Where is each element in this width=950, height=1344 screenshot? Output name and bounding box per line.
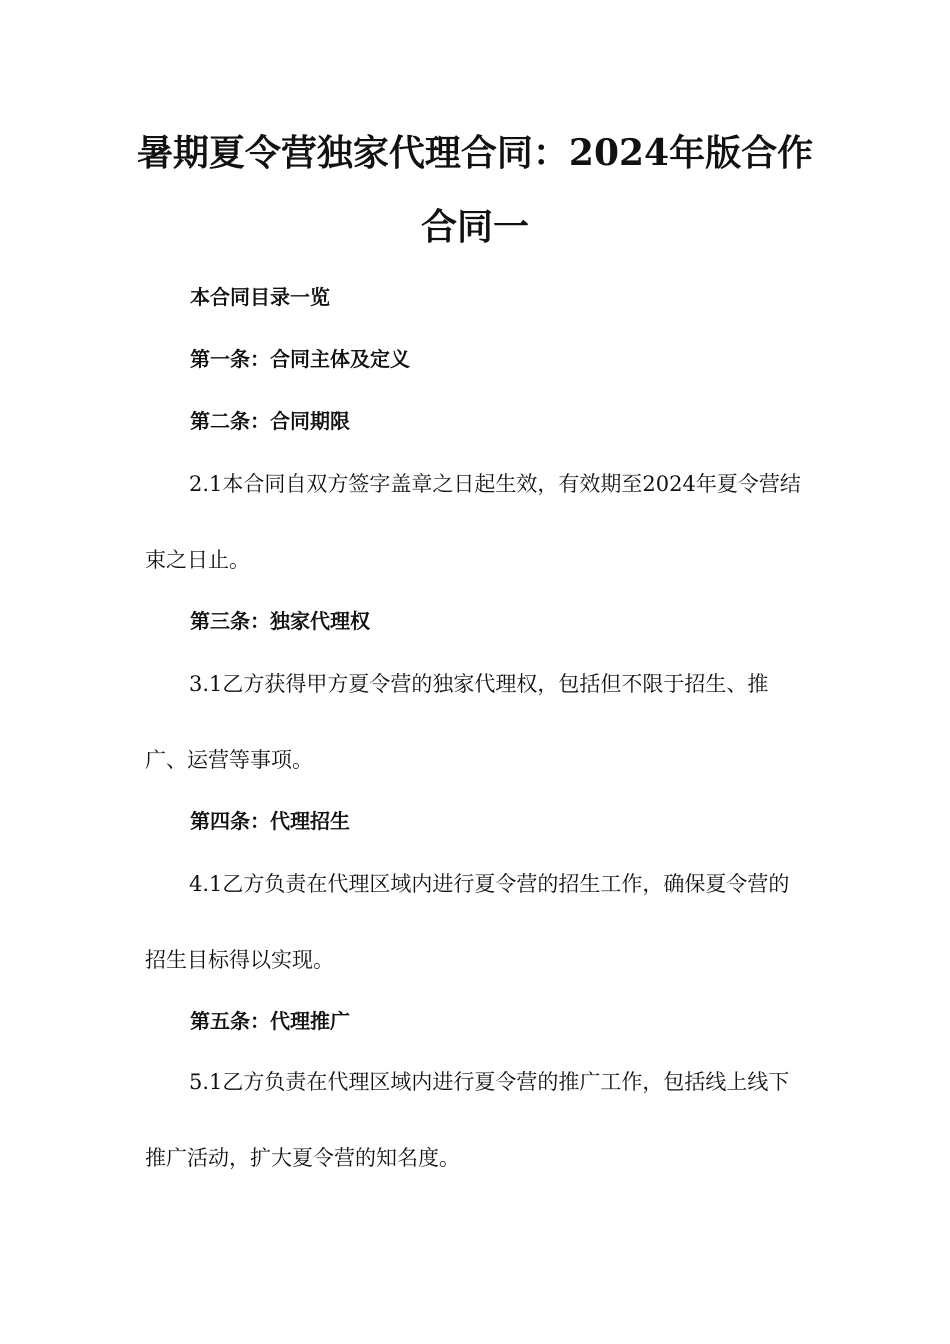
document-title-line-1: 暑期夏令营独家代理合同：2024年版合作	[136, 132, 814, 174]
toc-heading: 本合同目录一览	[190, 285, 330, 309]
article-5-heading: 第五条：代理推广	[190, 1009, 350, 1033]
article-3-paragraph: 3.1乙方获得甲方夏令营的独家代理权，包括但不限于招生、推广、运营等事项。	[145, 672, 769, 772]
article-2-paragraph: 2.1本合同自双方签字盖章之日起生效，有效期至2024年夏令营结束之日止。	[145, 472, 801, 572]
article-2-heading: 第二条：合同期限	[190, 409, 350, 433]
article-4-paragraph: 4.1乙方负责在代理区域内进行夏令营的招生工作，确保夏令营的招生目标得以实现。	[145, 872, 790, 972]
document-title-line-2: 合同一	[420, 206, 529, 248]
article-1-heading: 第一条：合同主体及定义	[190, 347, 410, 371]
article-5-paragraph: 5.1乙方负责在代理区域内进行夏令营的推广工作，包括线上线下推广活动，扩大夏令营的知名度。	[145, 1070, 790, 1170]
article-3-heading: 第三条：独家代理权	[190, 609, 370, 633]
article-4-heading: 第四条：代理招生	[190, 809, 350, 833]
